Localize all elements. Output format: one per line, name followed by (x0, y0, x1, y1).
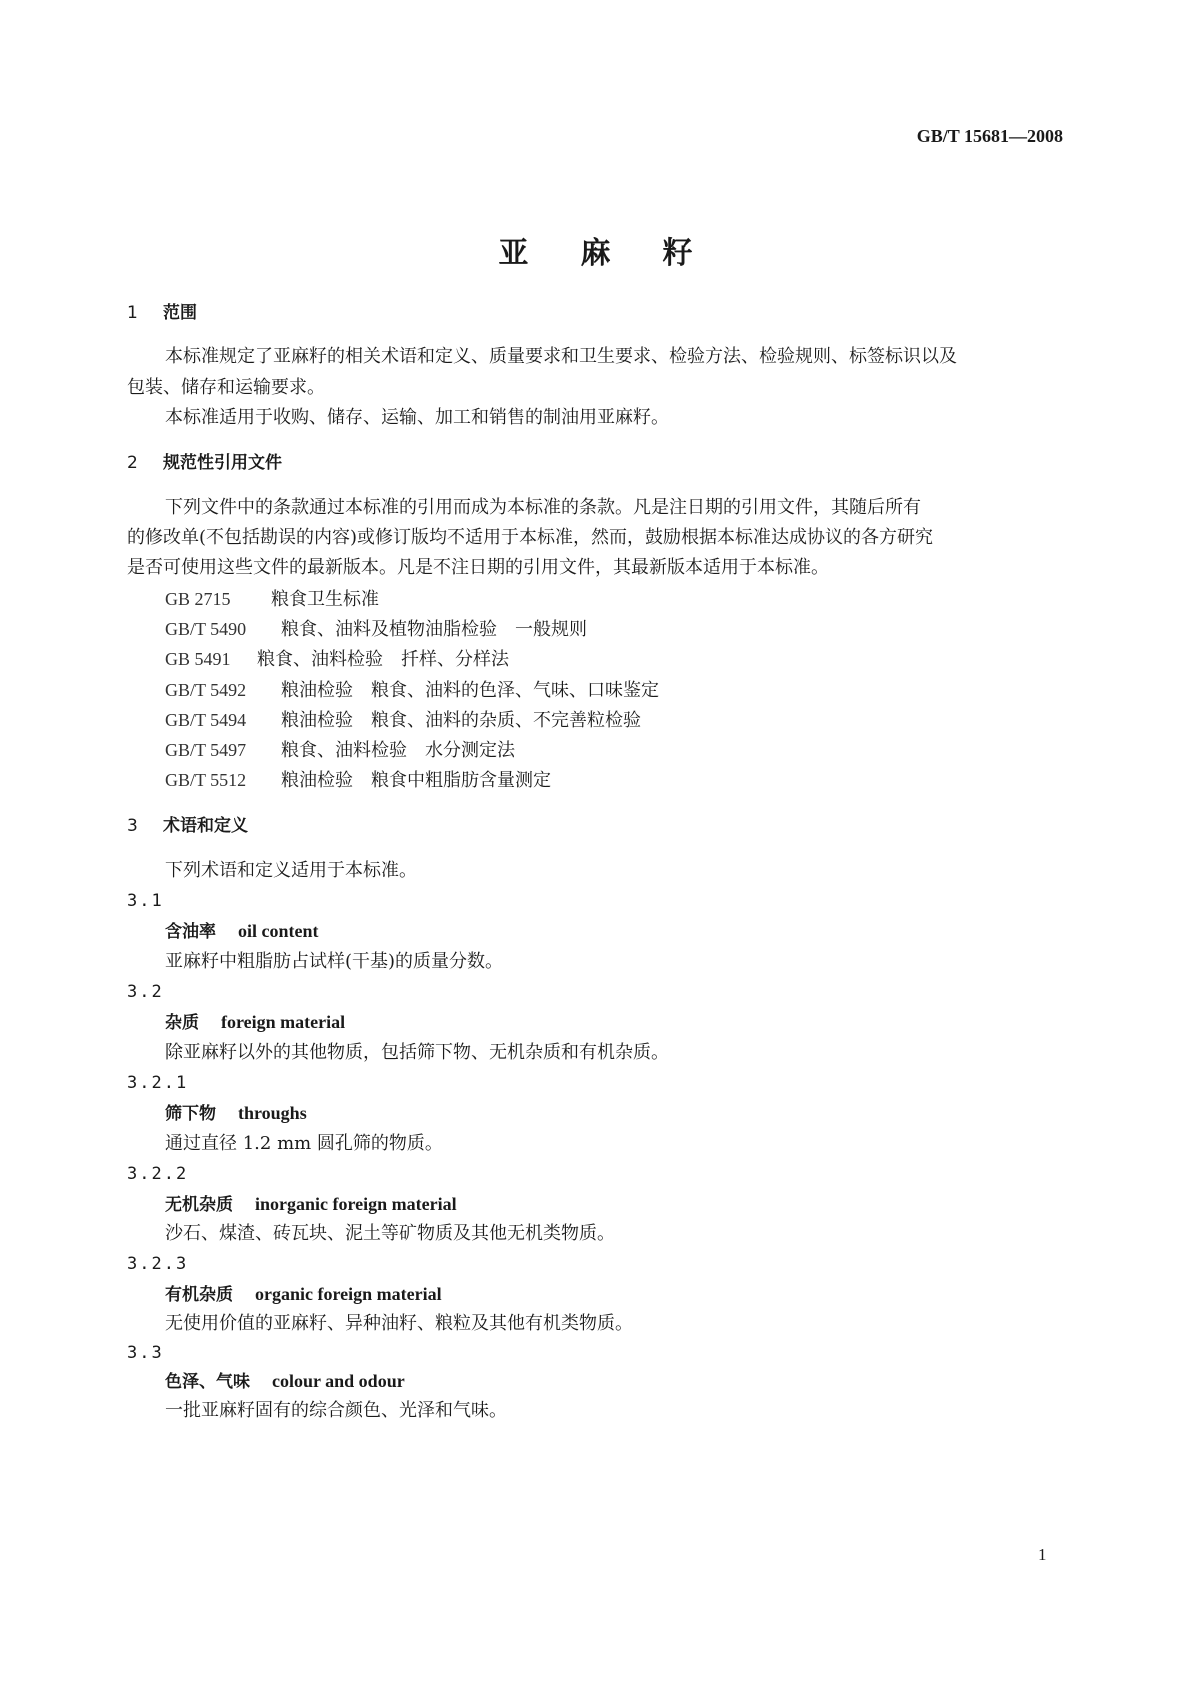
term-zh: 无机杂质 (165, 1195, 233, 1215)
reference-item (165, 709, 641, 732)
section-2-para-line3: 是否可使用这些文件的最新版本。凡是不注日期的引用文件，其最新版本适用于本标准。 (127, 557, 829, 578)
reference-code: GB/T 5492 (165, 680, 247, 700)
term-definition: 一批亚麻籽固有的综合颜色、光泽和气味。 (165, 1400, 507, 1421)
term-definition: 通过直径 1.2 mm 圆孔筛的物质。 (165, 1133, 443, 1154)
document-title: 亚麻籽 (498, 236, 745, 271)
section-2-heading (127, 452, 282, 474)
clause-number: 3.2 (127, 982, 164, 1002)
standard-number: GB/T 15681—2008 (916, 126, 1063, 146)
clause-number: 3.2.3 (127, 1254, 189, 1274)
reference-code: GB/T 5512 (165, 770, 247, 790)
reference-name: 粮食卫生标准 (271, 589, 379, 610)
reference-name: 粮油检验 粮食、油料的杂质、不完善粒检验 (281, 710, 641, 731)
term-en: throughs (238, 1103, 307, 1123)
reference-item (165, 739, 515, 762)
section-1-para2: 本标准适用于收购、储存、运输、加工和销售的制油用亚麻籽。 (165, 407, 669, 428)
reference-item (165, 679, 659, 702)
term-en: colour and odour (272, 1371, 405, 1391)
clause-number: 3.1 (127, 891, 164, 911)
section-2-para-line1: 下列文件中的条款通过本标准的引用而成为本标准的条款。凡是注日期的引用文件，其随后所有 (165, 497, 921, 518)
section-1-heading (127, 302, 197, 324)
reference-item (165, 648, 509, 671)
section-2-number: 2 (127, 453, 138, 473)
section-1-para1-line2: 包装、储存和运输要求。 (127, 377, 325, 398)
term-definition: 沙石、煤渣、砖瓦块、泥土等矿物质及其他无机类物质。 (165, 1223, 615, 1244)
reference-code: GB 5491 (165, 649, 231, 669)
reference-code: GB 2715 (165, 589, 231, 609)
reference-name: 粮食、油料检验 水分测定法 (281, 740, 515, 761)
term-zh: 有机杂质 (165, 1285, 233, 1305)
clause-number: 3.3 (127, 1343, 164, 1363)
reference-name: 粮油检验 粮食、油料的色泽、气味、口味鉴定 (281, 680, 659, 701)
term-heading (165, 1193, 457, 1216)
reference-code: GB/T 5490 (165, 619, 247, 639)
term-en: oil content (238, 921, 319, 941)
term-zh: 杂质 (165, 1013, 199, 1033)
reference-name: 粮食、油料检验 扦样、分样法 (257, 649, 509, 670)
term-definition: 亚麻籽中粗脂肪占试样(干基)的质量分数。 (165, 951, 504, 972)
term-zh: 色泽、气味 (165, 1372, 250, 1392)
section-2-title: 规范性引用文件 (163, 453, 282, 473)
page-number: 1 (1038, 1545, 1047, 1564)
section-1-para1-line1: 本标准规定了亚麻籽的相关术语和定义、质量要求和卫生要求、检验方法、检验规则、标签标识以及 (165, 346, 957, 367)
term-definition: 无使用价值的亚麻籽、异种油籽、粮粒及其他有机类物质。 (165, 1313, 633, 1334)
reference-item (165, 769, 551, 792)
term-en: inorganic foreign material (255, 1194, 457, 1214)
reference-code: GB/T 5497 (165, 740, 247, 760)
reference-item (165, 588, 379, 611)
clause-number: 3.2.1 (127, 1073, 189, 1093)
reference-code: GB/T 5494 (165, 710, 247, 730)
section-2-para-line2: 的修改单(不包括勘误的内容)或修订版均不适用于本标准，然而，鼓励根据本标准达成协议的各方研究 (127, 527, 934, 548)
reference-name: 粮食、油料及植物油脂检验 一般规则 (281, 619, 587, 640)
section-3-number: 3 (127, 816, 138, 836)
reference-item (165, 618, 587, 641)
term-heading (165, 1102, 307, 1125)
term-definition: 除亚麻籽以外的其他物质，包括筛下物、无机杂质和有机杂质。 (165, 1042, 669, 1063)
term-en: foreign material (221, 1012, 346, 1032)
term-heading (165, 920, 319, 943)
term-heading (165, 1283, 442, 1306)
term-zh: 筛下物 (165, 1104, 216, 1124)
term-en: organic foreign material (255, 1284, 442, 1304)
term-zh: 含油率 (165, 922, 216, 942)
section-1-title: 范围 (163, 303, 197, 323)
section-3-title: 术语和定义 (163, 816, 248, 836)
section-3-intro: 下列术语和定义适用于本标准。 (165, 860, 417, 881)
section-3-heading (127, 815, 248, 837)
term-heading (165, 1011, 345, 1034)
clause-number: 3.2.2 (127, 1164, 189, 1184)
section-1-number: 1 (127, 303, 138, 323)
reference-name: 粮油检验 粮食中粗脂肪含量测定 (281, 770, 551, 791)
term-heading (165, 1370, 405, 1393)
